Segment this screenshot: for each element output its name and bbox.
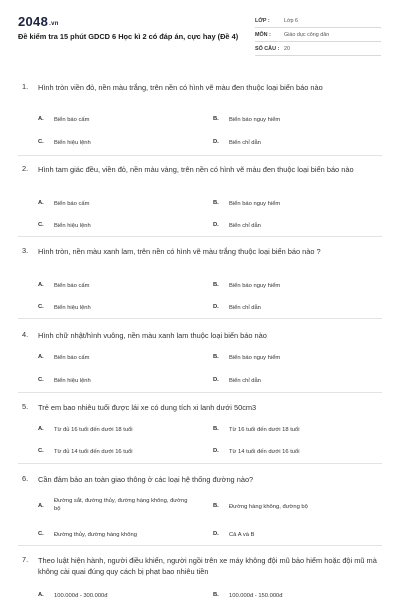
question-5: [0, 402, 400, 472]
meta-key: SỐ CÂU :: [255, 46, 280, 52]
question-text: Trẻ em bao nhiêu tuổi được lái xe có dung tích xi lanh dưới 50cm3: [38, 403, 257, 412]
option-text: Biển hiệu lệnh: [54, 223, 91, 229]
question-number: 3.: [22, 246, 29, 255]
option-text: Biển báo cấm: [54, 355, 90, 361]
logo-suffix: .vn: [49, 21, 59, 27]
meta-panel: [255, 14, 381, 56]
option-letter: C.: [38, 139, 44, 145]
option-letter: D.: [213, 304, 219, 310]
option-text: Biển hiệu lệnh: [54, 305, 91, 311]
option-text: Đường sắt, đường thủy, đường hàng không, đường bộ: [54, 498, 188, 512]
option-text: Từ đủ 14 tuổi đến dưới 16 tuổi: [54, 449, 133, 455]
question-1: [0, 82, 400, 162]
question-4: [0, 330, 400, 400]
option-text: Biển chỉ dẫn: [229, 305, 261, 311]
option-letter: A.: [38, 592, 44, 598]
meta-value: 20: [284, 46, 290, 52]
option-text: Biển hiệu lệnh: [54, 378, 91, 384]
meta-value: Giáo dục công dân: [284, 32, 330, 38]
option-text: Biển chỉ dẫn: [229, 223, 261, 229]
option-letter: C.: [38, 531, 44, 537]
meta-row-subject: [255, 28, 381, 42]
question-7: [0, 555, 400, 600]
divider: [18, 155, 382, 156]
question-number: 4.: [22, 330, 29, 339]
option-letter: D.: [213, 139, 219, 145]
option-text: Biển báo nguy hiểm: [229, 283, 281, 289]
divider: [18, 236, 382, 237]
question-text: Hình chữ nhật/hình vuông, nền màu xanh lam thuộc loại biển báo nào: [38, 331, 267, 340]
option-text: Biển báo nguy hiểm: [229, 117, 281, 123]
question-text: Cần đảm bảo an toàn giao thông ở các loại hệ thống đường nào?: [38, 475, 254, 484]
option-letter: C.: [38, 222, 44, 228]
option-text: Biển hiệu lệnh: [54, 140, 91, 146]
option-text: Biển báo cấm: [54, 117, 90, 123]
option-letter: B.: [213, 282, 219, 288]
option-letter: A.: [38, 282, 44, 288]
option-letter: D.: [213, 222, 219, 228]
option-letter: B.: [213, 426, 219, 432]
option-text: Biển báo nguy hiểm: [229, 355, 281, 361]
divider: [18, 318, 382, 319]
option-letter: A.: [38, 426, 44, 432]
option-letter: A.: [38, 116, 44, 122]
option-letter: A.: [38, 200, 44, 206]
question-text: Theo luật hiện hành, người điều khiển, người ngồi trên xe máy không đội mũ bảo hiểm hoặc đội mũ mà không cài quai đúng quy cách bị phạt bao nhiêu tiền: [38, 556, 377, 576]
option-letter: D.: [213, 448, 219, 454]
option-letter: D.: [213, 377, 219, 383]
question-text: Hình tròn, nền màu xanh lam, trên nền có hình vẽ màu trắng thuộc loại biển báo nào ?: [38, 247, 321, 256]
question-number: 1.: [22, 82, 29, 91]
logo-text: 2048: [18, 14, 49, 29]
question-number: 5.: [22, 402, 29, 411]
question-3: [0, 246, 400, 326]
option-text: Biển báo nguy hiểm: [229, 201, 281, 207]
option-letter: C.: [38, 304, 44, 310]
option-letter: A.: [38, 354, 44, 360]
option-letter: B.: [213, 592, 219, 598]
document-header: [0, 0, 400, 66]
option-letter: B.: [213, 354, 219, 360]
option-letter: B.: [213, 503, 219, 509]
option-text: 100.000đ - 150.000đ: [229, 593, 283, 599]
option-letter: D.: [213, 531, 219, 537]
option-text: Từ 14 tuổi đến dưới 16 tuổi: [229, 449, 300, 455]
meta-key: LỚP :: [255, 18, 270, 24]
site-logo[interactable]: [18, 14, 59, 29]
option-letter: B.: [213, 116, 219, 122]
document-title: Đề kiểm tra 15 phút GDCD 6 Học kì 2 có đáp án, cực hay (Đề 4): [18, 32, 239, 41]
option-text: Biển báo cấm: [54, 283, 90, 289]
option-text: Biển báo cấm: [54, 201, 90, 207]
question-6: [0, 474, 400, 546]
option-text: Từ đủ 16 tuổi đến dưới 18 tuổi: [54, 427, 133, 433]
divider: [18, 545, 382, 546]
option-text: Đường hàng không, đường bộ: [229, 504, 308, 510]
option-text: Đường thủy, đường hàng không: [54, 532, 137, 538]
option-letter: A.: [38, 503, 44, 509]
meta-row-class: [255, 14, 381, 28]
question-number: 2.: [22, 164, 29, 173]
divider: [18, 463, 382, 464]
question-2: [0, 164, 400, 244]
option-letter: C.: [38, 448, 44, 454]
option-letter: C.: [38, 377, 44, 383]
option-letter: B.: [213, 200, 219, 206]
option-text: Từ 16 tuổi đến dưới 18 tuổi: [229, 427, 300, 433]
question-text: Hình tam giác đều, viền đỏ, nền màu vàng, trên nền có hình vẽ màu đen thuộc loại biển báo nào: [38, 165, 354, 174]
meta-row-count: [255, 42, 381, 56]
question-number: 6.: [22, 474, 29, 483]
meta-value: Lớp 6: [284, 18, 299, 24]
option-text: 100.000đ - 300.000đ: [54, 593, 108, 599]
divider: [18, 392, 382, 393]
question-number: 7.: [22, 555, 29, 564]
option-text: Biển chỉ dẫn: [229, 378, 261, 384]
meta-key: MÔN :: [255, 32, 271, 38]
question-text: Hình tròn viền đỏ, nền màu trắng, trên nền có hình vẽ màu đen thuộc loại biển báo nào: [38, 83, 323, 92]
option-text: Biển chỉ dẫn: [229, 140, 261, 146]
option-text: Cả A và B: [229, 532, 255, 538]
